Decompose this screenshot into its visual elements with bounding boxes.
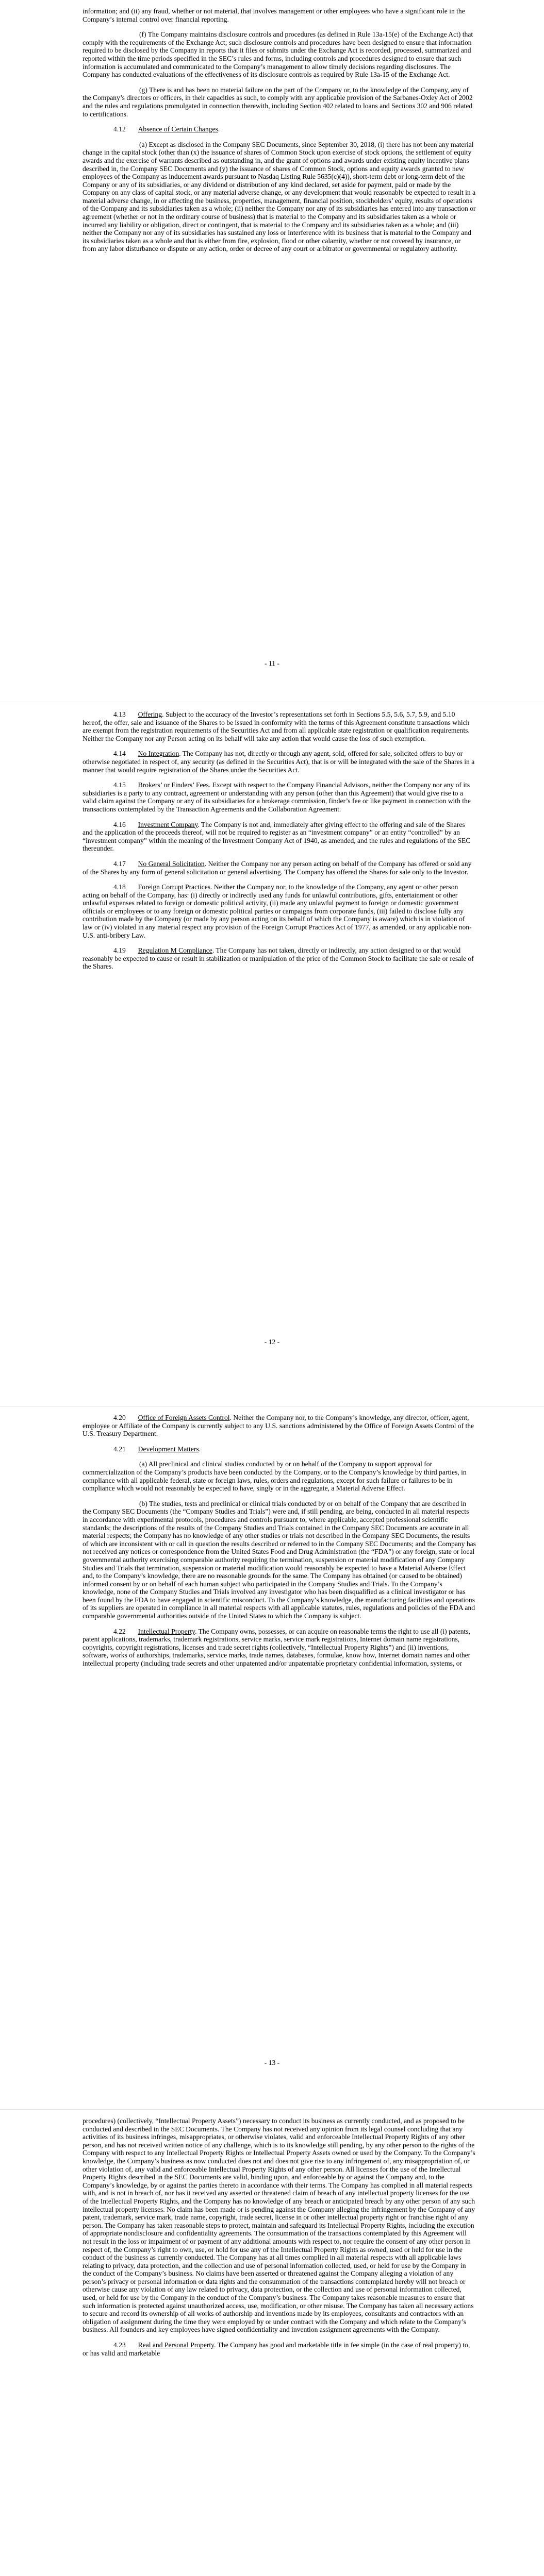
paragraph: information; and (ii) any fraud, whether or not material, that involves management or other employees who have a significant role in the Company’s internal control over financial reporting. — [83, 7, 465, 23]
section-4-13 — [83, 710, 476, 742]
section-4-18 — [83, 883, 476, 939]
paragraph: (b) The studies, tests and preclinical or clinical trials conducted by or on behalf of the Company that are described in the Company SEC Documents (the “Company Studies and Trials”) were and, if still pending, are being, conducted in all material respects in accordance with experimental protocols, procedures and controls pursuant to, where applicable, accepted professional scientific standards; the descriptions of the results of the Company Studies and Trials contained in the Company SEC Documents are accurate in all material respects; the Company has no knowledge of any other studies or trials not described in the Company SEC Documents, the results of which are inconsistent with or call in question the results described or referred to in the Company SEC Documents; and the Company has not received any notices or correspondence from the United States Food and Drug Administration (the “FDA”) or any foreign, state or local governmental authority exercising comparable authority requiring the termination, suspension or material modification of any Company Studies and Trials that termination, suspension or material modification would reasonably be expected to have a Material Adverse Effect and, to the Company’s knowledge, there are no reasonable grounds for the same. The Company has obtained (or caused to be obtained) informed consent by or on behalf of each human subject who participated in the Company Studies and Trials. To the Company’s knowledge, none of the Company Studies and Trials involved any investigator who has been disqualified as a clinical investigator or has been found by the FDA to have engaged in scientific misconduct. To the Company’s knowledge, the manufacturing facilities and operations of its suppliers are operated in compliance in all material respects with all applicable statutes, rules, regulations and policies of the FDA and comparable governmental authorities outside of the United States to which the Company is subject. — [83, 1499, 476, 1620]
section-4-20 — [83, 1414, 476, 1438]
page-number: - 11 - — [265, 659, 279, 667]
document-page — [0, 703, 544, 1406]
section-number: 4.16 — [113, 820, 126, 828]
section-title: Development Matters — [138, 1445, 199, 1453]
section-4-14 — [83, 750, 476, 774]
section-body: . Neither the Company nor any person acting on behalf of the Company has offered or sold any of the Shares by any form of general solicitation or general advertising. The Company has offered the Shares for sale only to the Investor. — [83, 859, 472, 876]
section-4-12 — [83, 125, 476, 133]
section-number: 4.23 — [113, 2341, 126, 2349]
section-number: 4.21 — [113, 1445, 126, 1453]
section-number: 4.13 — [113, 710, 126, 718]
document-page — [0, 1406, 544, 2110]
section-body: . The Company is not and, immediately after giving effect to the offering and sale of the Shares and the application of the proceeds thereof, will not be required to register as an “investment company” or an entity “controlled” by an “investment company” within the meaning of the Investment Company Act of 1940, as amended, and the rules and regulations of the SEC thereunder. — [83, 820, 471, 853]
section-title: Absence of Certain Changes — [138, 125, 218, 133]
section-title: Real and Personal Property — [138, 2341, 215, 2349]
section-number: 4.18 — [113, 883, 126, 891]
document-page — [0, 2110, 544, 2576]
section-number: 4.22 — [113, 1627, 126, 1635]
section-4-16 — [83, 821, 476, 853]
section-4-17 — [83, 860, 476, 876]
section-4-19 — [83, 946, 476, 971]
section-title: Regulation M Compliance — [138, 946, 212, 955]
document-page — [0, 0, 544, 703]
section-body: . Subject to the accuracy of the Investor’s representations set forth in Sections 5.5, 5.6, 5.7, 5.9, and 5.10 hereof, the offer, sale and issuance of the Shares to be issued in conformity with the terms of this Agreement constitute transactions which are exempt from the registration requirements of the Securities Act and from all applicable state registration or qualification requirements. Neither the Company nor any Person acting on its behalf will take any action that would cause the loss of such exemption. — [83, 710, 470, 742]
section-body: . — [199, 1445, 201, 1453]
section-number: 4.17 — [113, 859, 126, 868]
section-number: 4.12 — [113, 125, 126, 133]
paragraph: (g) There is and has been no material failure on the part of the Company or, to the knowledge of the Company, any of the Company’s directors or officers, in their capacities as such, to comply with any applicable provision of the Sarbanes-Oxley Act of 2002 and the rules and regulations promulgated in connection therewith, including Section 402 related to loans and Sections 302 and 906 related to certifications. — [83, 86, 473, 118]
section-title: Offering — [138, 710, 162, 718]
section-title: Investment Company — [138, 820, 198, 828]
section-body: . — [218, 125, 220, 133]
page-number: - 13 - — [264, 2059, 280, 2066]
section-title: Brokers’ or Finders’ Fees — [138, 781, 209, 789]
section-body: . Neither the Company nor, to the Company’s knowledge, any director, officer, agent, employee or Affiliate of the Company is currently subject to any U.S. sanctions administered by the Office of Foreign Assets Control of the U.S. Treasury Department. — [83, 1414, 474, 1438]
section-title: No Integration — [138, 750, 179, 758]
paragraph: (a) All preclinical and clinical studies conducted by or on behalf of the Company to support approval for commercialization of the Company’s products have been conducted by the Company, or to the Company’s knowledge by third parties, in compliance with all applicable federal, state or foreign laws, rules, orders and regulations, except for such failure or failures to be in compliance which would not reasonably be expected to have, singly or in the aggregate, a Material Adverse Effect. — [83, 1460, 467, 1493]
paragraph: procedures) (collectively, “Intellectual Property Assets”) necessary to conduct its business as currently conducted, and as proposed to be conducted and described in the SEC Documents. The Company has not received any opinion from its legal counsel concluding that any activities of its business infringes, misappropriates, or otherwise violates, valid and enforceable Intellectual Property Rights of any other person, and has not received written notice of any challenge, which is to its knowledge still pending, by any other person to the rights of the Company with respect to any Intellectual Property Rights or Intellectual Property Assets owned or used by the Company. To the Company’s knowledge, the Company’s business as now conducted does not and does not give rise to any infringement of, any misappropriation of, or other violation of, any valid and enforceable Intellectual Property Rights of any other person. All licenses for the use of the Intellectual Property Rights described in the SEC Documents are valid, binding upon, and enforceable by or against the Company and, to the Company’s knowledge, by or against the parties thereto in accordance with their terms. The Company has complied in all material respects with, and is not in breach of, nor has it received any asserted or threatened claim of breach of any intellectual property licenses for the use of the Intellectual Property Rights, and the Company has no knowledge of any breach or anticipated breach by any other person of any such intellectual property licenses. No claim has been made or is pending against the Company alleging the infringement by the Company of any patent, trademark, service mark, trade name, copyright, trade secret, license in or other intellectual property right or franchise right of any person. The Company has taken reasonable steps to protect, maintain and safeguard its Intellectual Property Rights, including the execution of appropriate nondisclosure and confidentiality agreements. The consummation of the transactions contemplated by this Agreement will not result in the loss or impairment of or payment of any additional amounts with respect to, nor require the consent of any other person in respect of, the Company’s right to own, use, or hold for use any of the Intellectual Property Rights as owned, used or held for use in the conduct of the business as currently conducted. The Company has at all times complied in all material respects with all applicable laws relating to privacy, data protection, and the collection and use of personal information collected, used, or held for use by the Company in the conduct of the Company’s business. No claims have been asserted or threatened against the Company alleging a violation of any person’s privacy or personal information or data rights and the consummation of the transactions contemplated hereby will not breach or otherwise cause any violation of any law related to privacy, data protection, or the collection and use of personal information collected, used, or held for use by the Company in the conduct of the Company’s business. The Company takes reasonable measures to ensure that such information is protected against unauthorized access, use, modification, or other misuse. The Company has taken all necessary actions to secure and record its ownership of all works of authorship and inventions made by its employees, consultants and contractors with an obligation of assignment during the time they were employed by or under contract with the Company and which relate to the Company’s business. All founders and key employees have signed confidentiality and invention assignment agreements with the Company. — [83, 2117, 475, 2334]
section-number: 4.20 — [113, 1414, 126, 1421]
section-title: Foreign Corrupt Practices — [138, 883, 211, 891]
section-4-22 — [83, 1628, 476, 1668]
section-4-21 — [83, 1445, 476, 1453]
section-4-23 — [83, 2341, 476, 2357]
section-body: . Neither the Company nor, to the knowledge of the Company, any agent or other person acting on behalf of the Company, has: (i) directly or indirectly used any funds for unlawful contributions, gifts, entertainment or other unlawful expenses related to foreign or domestic political activity, (ii) made any unlawful payment to foreign or domestic government officials or employees or to any foreign or domestic political parties or campaigns from corporate funds, (iii) failed to disclose fully any contribution made by the Company (or made by any person acting on its behalf of which the Company is aware) which is in violation of law or (iv) violated in any material respect any provision of the Foreign Corrupt Practices Act of 1977, as amended, or any applicable non-U.S. anti-bribery Law. — [83, 883, 472, 939]
section-body: . The Company has good and marketable title in fee simple (in the case of real property) to, or has valid and marketable — [83, 2341, 470, 2357]
section-title: No General Solicitation — [138, 859, 205, 868]
section-4-15 — [83, 781, 476, 813]
section-body: . The Company owns, possesses, or can acquire on reasonable terms the right to use all (i) patents, patent applications, trademarks, trademark registrations, service marks, service mark registrations, Internet domain name registrations, copyrights, copyright registrations, licenses and trade secret rights (collectively, “Intellectual Property Rights”) and (ii) inventions, software, works of authorships, trademarks, service marks, trade names, databases, formulae, know how, Internet domain names and other intellectual property (including trade secrets and other unpatented and/or unpatentable proprietary confidential information, systems, or — [83, 1627, 471, 1668]
section-body: . The Company has not, directly or through any agent, sold, offered for sale, solicited offers to buy or otherwise negotiated in respect of, any security (as defined in the Securities Act), that is or will be integrated with the sale of the Shares in a manner that would require registration of the Shares under the Securities Act. — [83, 750, 475, 774]
section-title: Office of Foreign Assets Control — [138, 1414, 230, 1421]
section-number: 4.14 — [113, 750, 126, 758]
section-title: Intellectual Property — [138, 1627, 195, 1635]
paragraph: (f) The Company maintains disclosure controls and procedures (as defined in Rule 13a-15(e) of the Exchange Act) that comply with the requirements of the Exchange Act; such disclosure controls and procedures have been designed to ensure that information required to be disclosed by the Company in reports that it files or submits under the Exchange Act is recorded, processed, summarized and reported within the time periods specified in the SEC’s rules and forms, including controls and procedures designed to ensure that such information is accumulated and communicated to the Company’s management to allow timely decisions regarding disclosures. The Company has conducted evaluations of the effectiveness of its disclosure controls as required by Rule 13a-15 of the Exchange Act. — [83, 30, 473, 79]
section-body: . The Company has not taken, directly or indirectly, any action designed to or that would reasonably be expected to cause or result in stabilization or manipulation of the price of the Common Stock to facilitate the sale or resale of the Shares. — [83, 946, 474, 971]
section-body: . Except with respect to the Company Financial Advisors, neither the Company nor any of its subsidiaries is a party to any contract, agreement or understanding with any person (other than this Agreement) that would give rise to a valid claim against the Company or any of its subsidiaries for a brokerage commission, finder’s fee or like payment in connection with the transactions contemplated by the Transaction Agreements and the Collaboration Agreement. — [83, 781, 471, 813]
section-number: 4.15 — [113, 781, 126, 789]
section-number: 4.19 — [113, 946, 126, 955]
page-number: - 12 - — [264, 1338, 280, 1346]
paragraph: (a) Except as disclosed in the Company SEC Documents, since September 30, 2018, (i) there has not been any material change in the capital stock (other than (x) the issuance of shares of Common Stock upon exercise of stock options, the settlement of equity awards and the exercise of warrants described as outstanding in, and the grant of options and awards under existing equity incentive plans described in, the Company SEC Documents and (y) the issuance of shares of Common Stock, options and equity awards granted to new employees of the Company as inducement awards pursuant to Nasdaq Listing Rule 5635(c)(4)), short-term debt or long-term debt of the Company or any of its subsidiaries, or any dividend or distribution of any kind declared, set aside for payment, paid or made by the Company on any class of capital stock, or any material adverse change, or any development that would reasonably be expected to result in a material adverse change, in or affecting the business, properties, management, financial position, stockholders’ equity, results of operations of the Company and its subsidiaries taken as a whole; (ii) neither the Company nor any of its subsidiaries has entered into any transaction or agreement (whether or not in the ordinary course of business) that is material to the Company and its subsidiaries taken as a whole or incurred any liability or obligation, direct or contingent, that is material to the Company and its subsidiaries taken as a whole; and (iii) neither the Company nor any of its subsidiaries has sustained any loss or interference with its business that is material to the Company and its subsidiaries taken as a whole and that is either from fire, explosion, flood or other calamity, whether or not covered by insurance, or from any labor disturbance or dispute or any action, order or decree of any court or arbitrator or governmental or regulatory authority. — [83, 140, 476, 253]
